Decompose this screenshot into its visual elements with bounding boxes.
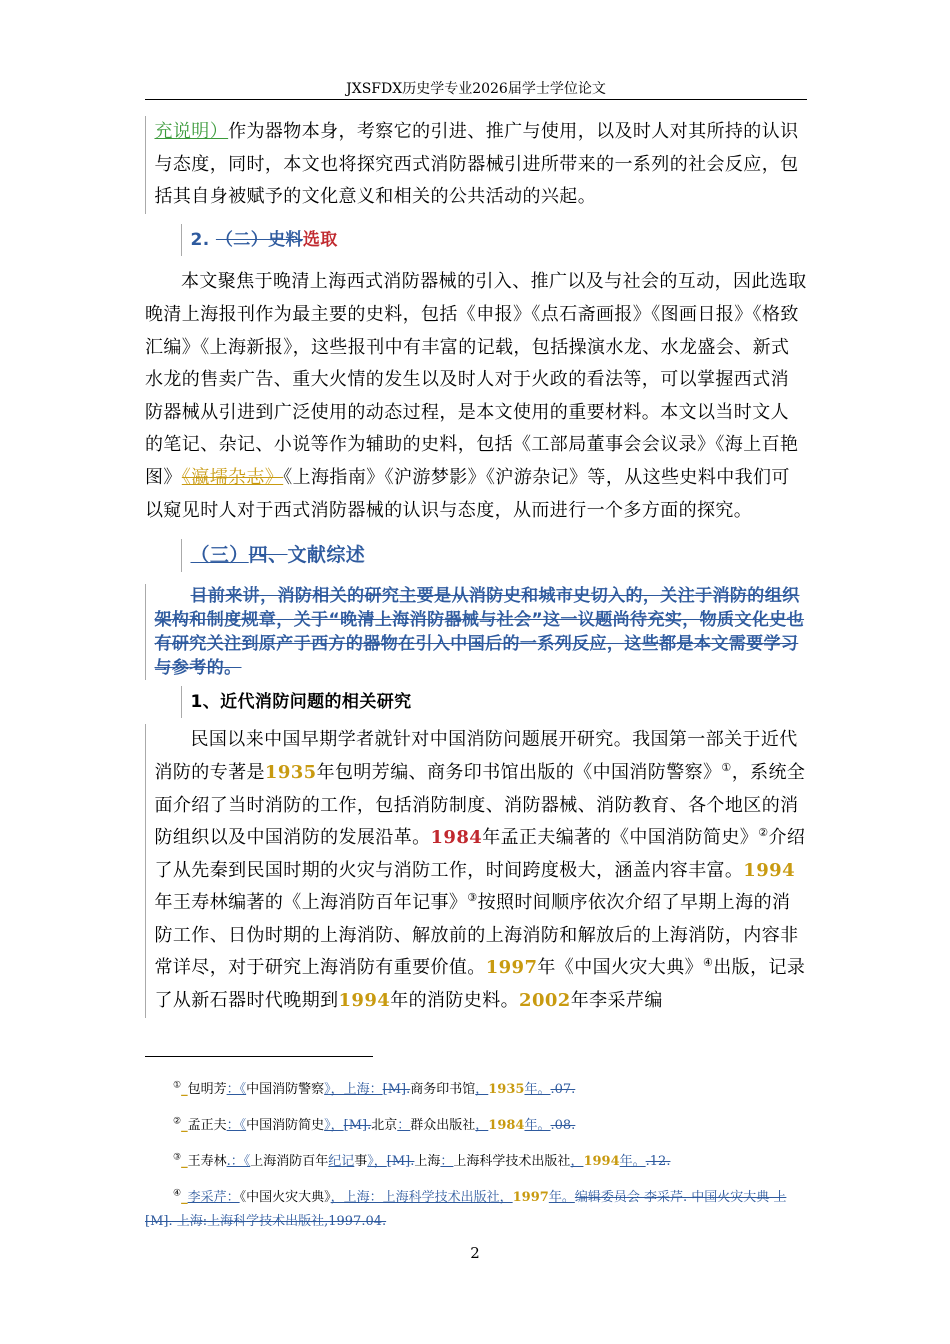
year-highlight: 1984 (488, 1118, 525, 1133)
inserted-text: 充说明） (154, 121, 229, 142)
paragraph-text: 本文聚焦于晚清上海西式消防器械的引入、推广以及与社会的互动，因此选取晚清上海报刊作为最主要的史料，包括《申报》《点石斋画报》《图画日报》《格致汇编》《上海新报》，这些报刊中有丰富的记载，包括操演水龙、水龙盛会、新式水龙的售卖广告、重大火情的发生以及时人对于火政的看法等，可以掌握西式消防器械从引进到广泛使用的动态过程，是本文使用的重要材料。本文以当时文人的笔记、杂记、小说等作为辅助的史料，包括《工部局董事会会议录》《海上百艳图》 (145, 271, 807, 488)
inserted-text: ，上海：上海科学技术出版社， (330, 1190, 513, 1205)
deleted-text: [M]. (343, 1118, 372, 1133)
inserted-text: ： (226, 1190, 240, 1205)
deleted-text: （二）史料 (215, 229, 303, 250)
inserted-text: ：《 (226, 1118, 247, 1133)
footnote-2: ②_孟正夫：《中国消防简史》，[M].北京：群众出版社，1984年。.08. (173, 1116, 576, 1133)
footnotes (145, 1078, 807, 1246)
deleted-text: [M]. (386, 1154, 415, 1169)
paragraph-text: 年孟正夫编著的《中国消防简史》 (482, 827, 759, 849)
footnote-author: 王寿林 (187, 1154, 227, 1169)
paragraph-text: 作为器物本身，考察它的引进、推广与使用，以及时人对其所持的认识与态度，同时，本文也将探究西式消防器械引进所带来的一系列的社会反应，包括其自身被赋予的文化意义和相关的公共活动的兴起。 (154, 121, 799, 208)
paragraph-text: 民国以来中国早期学者就针对中国消防问题展开研究。我国第一部关于近代消防的专著是 (154, 729, 798, 783)
deleted-text: [M]. (382, 1082, 411, 1097)
deleted-paragraph: 目前来讲，消防相关的研究主要是从消防史和城市史切入的，关注于消防的组织架构和制度规章，关于“晚清上海消防器械与社会”这一议题尚待充实，物质文化史也有研究关注到原产于西方的器物在引入中国后的一系列反应，这些都是本文需要学习与参考的。 (145, 584, 807, 680)
footnote-publisher: 上海科学技术出版社 (453, 1154, 571, 1169)
footnote-author: 李采芹 (187, 1190, 227, 1205)
paragraph-text: ，系统全面介绍了当时消防的工作，包括消防制度、消防器械、消防教育、各个地区的消防组织以及中国消防的发展沿革。 (154, 761, 806, 849)
inserted-text: 纪记 (328, 1154, 355, 1169)
paragraph-sources (145, 266, 807, 527)
footnote-publisher: 群众出版社 (410, 1118, 476, 1133)
inserted-text: 年。 (524, 1118, 551, 1133)
inserted-text: 年。 (548, 1190, 575, 1205)
footnote-separator (145, 1056, 373, 1057)
heading-text: 文献综述 (287, 544, 366, 567)
footnote-place: 上海 (414, 1154, 441, 1169)
subsection-heading: 1、近代消防问题的相关研究 (181, 686, 807, 719)
footnote-3: ③_王寿林.：《上海消防百年纪记事》，[M].上海：上海科学技术出版社，1994年。.12. (173, 1152, 671, 1169)
paragraph-text: 年《中国火灾大典》 (537, 957, 704, 979)
paragraph-text: 年包明芳编、商务印书馆出版的《中国消防警察》 (316, 761, 722, 783)
deleted-text: 四、 (248, 544, 288, 567)
inserted-text: ， (475, 1082, 489, 1097)
year-highlight: 2002 (519, 990, 571, 1012)
paragraph-text: 《上海指南》《沪游梦影》《沪游杂记》等，从这些史料中我们可以窥见时人对于西式消防器械的认识与态度，从而进行一个多方面的探究。 (145, 466, 790, 521)
footnote-title: 中国消防警察 (246, 1082, 325, 1097)
inserted-text: 》， (324, 1118, 344, 1133)
deleted-text: .07. (550, 1082, 576, 1097)
inserted-text: 选取 (302, 229, 338, 250)
year-highlight: 1997 (512, 1190, 549, 1205)
year-highlight: 1994 (743, 859, 795, 881)
deleted-text: .12. (645, 1154, 671, 1169)
footnote-mark: ① (173, 1080, 182, 1091)
section-heading-sources (181, 224, 807, 257)
year-highlight: 1994 (338, 990, 391, 1012)
footnote-1: ①_包明芳：《中国消防警察》，上海：[M].商务印书馆，1935年。.07. (173, 1080, 576, 1097)
footnote-place: 北京 (371, 1118, 398, 1133)
paragraph-text: 年王寿林编著的《上海消防百年记事》 (154, 892, 468, 914)
document-body (145, 116, 807, 1018)
footnote-mark: ④ (173, 1188, 182, 1199)
year-highlight: 1935 (264, 761, 317, 783)
footnote-mark: ② (173, 1116, 182, 1127)
inserted-text: 年。 (619, 1154, 646, 1169)
header-rule (145, 99, 807, 100)
inserted-text: ， (475, 1118, 489, 1133)
footnote-publisher: 商务印书馆 (410, 1082, 476, 1097)
year-highlight: 1994 (583, 1154, 620, 1169)
footnote-ref[interactable]: ② (758, 826, 769, 840)
deleted-text: .08. (550, 1118, 576, 1133)
paragraph-research (145, 724, 807, 1017)
inserted-text: 年。 (524, 1082, 551, 1097)
deleted-text: 编辑委员会 李采芹. 中国火灾大典 上[M]. 上海:上海科学技术出版社,1997.04. (145, 1190, 787, 1229)
footnote-title: 事 (354, 1154, 368, 1169)
inserted-text: ：《 (226, 1082, 247, 1097)
footnote-4: ④_李采芹：《中国火灾大典》，上海：上海科学技术出版社，1997年。编辑委员会 李采芹. 中国火灾大典 上[M]. 上海:上海科学技术出版社,1997.04. (145, 1188, 787, 1229)
footnote-author: 孟正夫 (187, 1118, 227, 1133)
footnote-title: 上海消防百年 (250, 1154, 329, 1169)
inserted-text: 》， (367, 1154, 387, 1169)
deleted-text: 《瀛壖杂志》 (181, 466, 284, 488)
section-heading-literature-review (181, 539, 807, 572)
year-highlight: 1935 (488, 1082, 525, 1097)
footnote-title: 《中国火灾大典》 (239, 1190, 331, 1205)
paragraph-text: 按照时间顺序依次介绍了早期上海的消防工作、日伪时期的上海消防、解放前的上海消防和解放后的上海消防，内容非常详尽，对于研究上海消防有重要价值。 (154, 892, 799, 979)
paragraph-text: 年的消防史料。 (390, 990, 520, 1012)
inserted-text: ， (570, 1154, 584, 1169)
inserted-text: 》，上海： (324, 1082, 383, 1097)
year-highlight: 1997 (485, 957, 538, 979)
heading-number: 2. (190, 229, 216, 250)
running-header: JXSFDX历史学专业2026届学士学位论文 (346, 81, 606, 97)
paragraph-text: 年李采芹编 (570, 990, 663, 1012)
paragraph-text: 介绍了从先秦到民国时期的火灾与消防工作，时间跨度极大，涵盖内容丰富。 (154, 827, 806, 881)
footnote-ref[interactable]: ③ (467, 891, 478, 905)
inserted-text: （三） (190, 544, 249, 567)
inserted-text: .：《 (226, 1154, 251, 1169)
footnote-mark: ③ (173, 1152, 182, 1163)
inserted-text: ： (440, 1154, 454, 1169)
paragraph-text: 出版，记录了从新石器时代晚期到 (154, 957, 806, 1012)
footnote-ref[interactable]: ④ (703, 956, 714, 970)
year-highlight: 1984 (430, 827, 483, 849)
footnote-title: 中国消防简史 (246, 1118, 325, 1133)
footnote-ref[interactable]: ① (721, 760, 732, 774)
footnote-author: 包明芳 (187, 1082, 227, 1097)
inserted-text: ： (397, 1118, 411, 1133)
page-number: 2 (470, 1244, 480, 1262)
paragraph-intro (145, 116, 807, 214)
